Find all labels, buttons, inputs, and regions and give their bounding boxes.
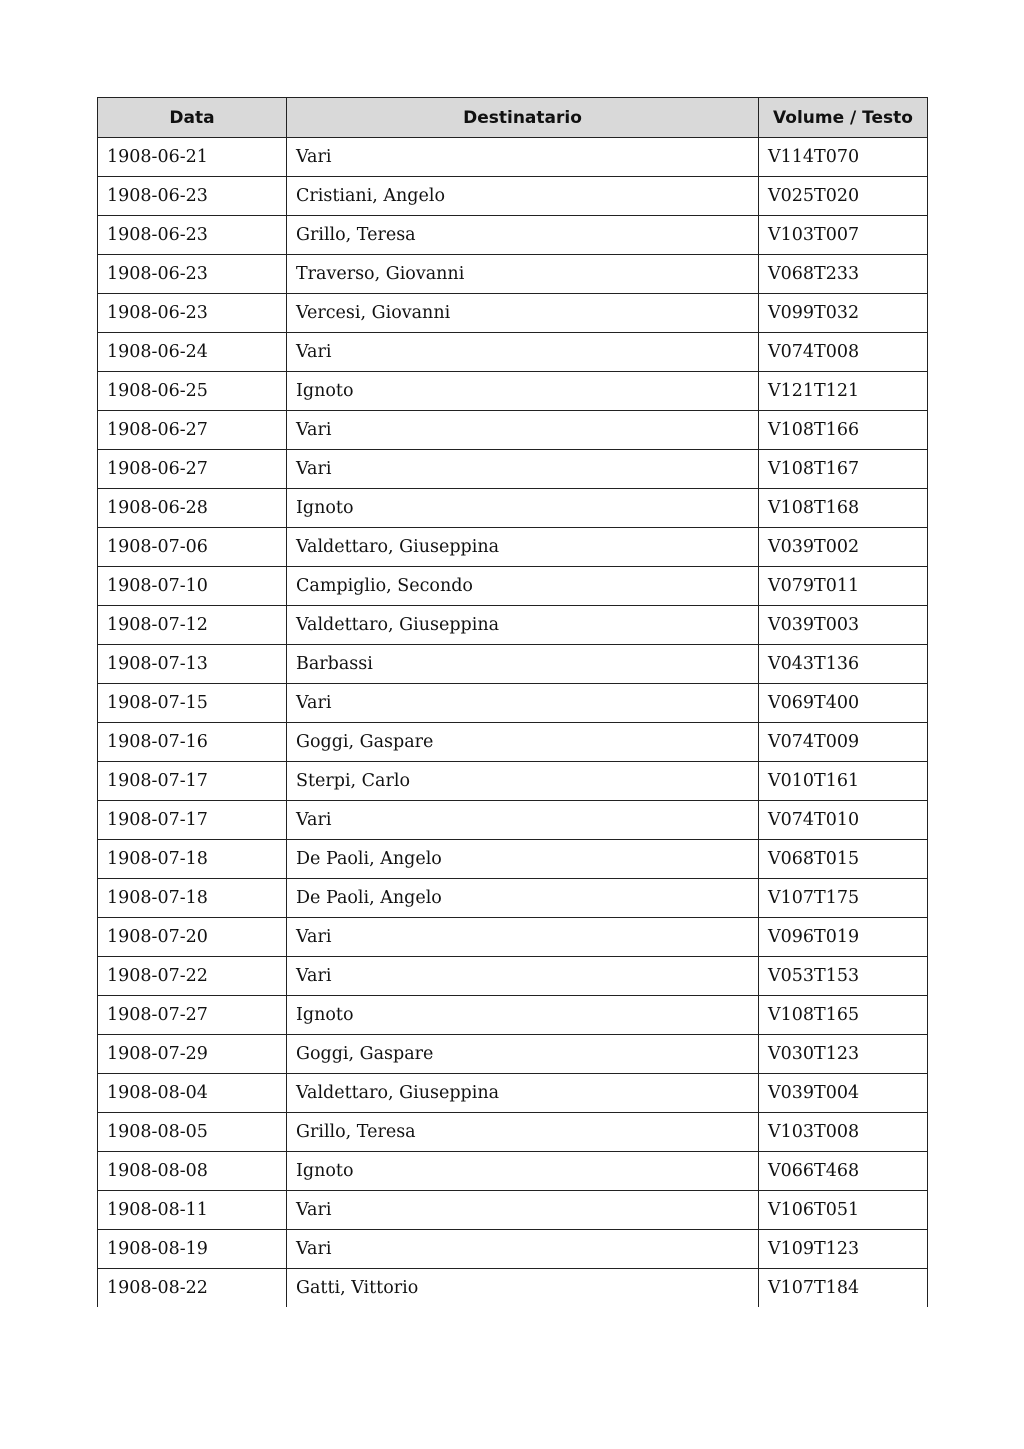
cell-recipient: Vari: [287, 957, 759, 996]
cell-volume: V107T184: [759, 1269, 928, 1308]
table-row: [98, 216, 928, 255]
cell-recipient: Cristiani, Angelo: [287, 177, 759, 216]
cell-date: 1908-07-20: [98, 918, 287, 957]
table-row: [98, 1269, 928, 1308]
cell-volume: V068T015: [759, 840, 928, 879]
cell-recipient: Goggi, Gaspare: [287, 723, 759, 762]
cell-recipient: Vari: [287, 450, 759, 489]
cell-volume: V068T233: [759, 255, 928, 294]
cell-date: 1908-06-23: [98, 216, 287, 255]
cell-date: 1908-06-23: [98, 255, 287, 294]
cell-volume: V107T175: [759, 879, 928, 918]
cell-volume: V030T123: [759, 1035, 928, 1074]
cell-recipient: Goggi, Gaspare: [287, 1035, 759, 1074]
table-row: [98, 723, 928, 762]
cell-date: 1908-06-27: [98, 411, 287, 450]
cell-volume: V079T011: [759, 567, 928, 606]
cell-date: 1908-07-22: [98, 957, 287, 996]
table-row: [98, 606, 928, 645]
cell-recipient: Vari: [287, 1230, 759, 1269]
cell-volume: V039T003: [759, 606, 928, 645]
cell-date: 1908-06-25: [98, 372, 287, 411]
cell-volume: V074T009: [759, 723, 928, 762]
cell-recipient: Vari: [287, 918, 759, 957]
cell-volume: V114T070: [759, 138, 928, 177]
cell-volume: V053T153: [759, 957, 928, 996]
table-row: [98, 762, 928, 801]
cell-recipient: Vari: [287, 1191, 759, 1230]
cell-date: 1908-07-16: [98, 723, 287, 762]
cell-date: 1908-07-06: [98, 528, 287, 567]
cell-recipient: Grillo, Teresa: [287, 1113, 759, 1152]
cell-date: 1908-06-28: [98, 489, 287, 528]
cell-volume: V108T168: [759, 489, 928, 528]
table-row: [98, 411, 928, 450]
cell-recipient: Vari: [287, 684, 759, 723]
cell-date: 1908-06-23: [98, 294, 287, 333]
cell-recipient: Ignoto: [287, 372, 759, 411]
table-row: [98, 957, 928, 996]
cell-volume: V103T007: [759, 216, 928, 255]
cell-date: 1908-06-24: [98, 333, 287, 372]
cell-date: 1908-07-17: [98, 801, 287, 840]
table-row: [98, 1074, 928, 1113]
cell-date: 1908-07-18: [98, 879, 287, 918]
table-row: [98, 177, 928, 216]
table-row: [98, 138, 928, 177]
cell-recipient: Gatti, Vittorio: [287, 1269, 759, 1308]
cell-recipient: Traverso, Giovanni: [287, 255, 759, 294]
table-row: [98, 918, 928, 957]
table-row: [98, 1152, 928, 1191]
cell-volume: V039T004: [759, 1074, 928, 1113]
cell-date: 1908-08-19: [98, 1230, 287, 1269]
column-header-volume: Volume / Testo: [759, 98, 928, 138]
cell-volume: V103T008: [759, 1113, 928, 1152]
table-row: [98, 450, 928, 489]
cell-date: 1908-07-18: [98, 840, 287, 879]
cell-date: 1908-07-10: [98, 567, 287, 606]
cell-date: 1908-07-13: [98, 645, 287, 684]
table-row: [98, 528, 928, 567]
cell-recipient: De Paoli, Angelo: [287, 879, 759, 918]
cell-date: 1908-07-15: [98, 684, 287, 723]
cell-date: 1908-08-08: [98, 1152, 287, 1191]
cell-recipient: Valdettaro, Giuseppina: [287, 528, 759, 567]
cell-date: 1908-08-11: [98, 1191, 287, 1230]
cell-recipient: Ignoto: [287, 1152, 759, 1191]
cell-volume: V108T167: [759, 450, 928, 489]
cell-volume: V074T010: [759, 801, 928, 840]
cell-volume: V096T019: [759, 918, 928, 957]
cell-volume: V099T032: [759, 294, 928, 333]
table-row: [98, 255, 928, 294]
table-row: [98, 1113, 928, 1152]
table-row: [98, 489, 928, 528]
cell-recipient: Ignoto: [287, 996, 759, 1035]
cell-recipient: Vari: [287, 801, 759, 840]
table-row: [98, 996, 928, 1035]
cell-recipient: Sterpi, Carlo: [287, 762, 759, 801]
cell-recipient: Vari: [287, 138, 759, 177]
cell-date: 1908-06-27: [98, 450, 287, 489]
cell-volume: V108T165: [759, 996, 928, 1035]
cell-date: 1908-06-21: [98, 138, 287, 177]
cell-date: 1908-07-27: [98, 996, 287, 1035]
letters-table: [97, 97, 928, 1307]
column-header-recipient: Destinatario: [287, 98, 759, 138]
cell-volume: V010T161: [759, 762, 928, 801]
cell-date: 1908-07-12: [98, 606, 287, 645]
cell-volume: V106T051: [759, 1191, 928, 1230]
table-row: [98, 333, 928, 372]
cell-recipient: Grillo, Teresa: [287, 216, 759, 255]
cell-recipient: Valdettaro, Giuseppina: [287, 606, 759, 645]
column-header-date: Data: [98, 98, 287, 138]
cell-recipient: Barbassi: [287, 645, 759, 684]
cell-recipient: Vari: [287, 411, 759, 450]
table-header: [98, 98, 928, 138]
cell-recipient: Vercesi, Giovanni: [287, 294, 759, 333]
cell-volume: V108T166: [759, 411, 928, 450]
table-row: [98, 684, 928, 723]
table-body: [98, 138, 928, 1308]
cell-recipient: Campiglio, Secondo: [287, 567, 759, 606]
cell-recipient: Vari: [287, 333, 759, 372]
cell-volume: V066T468: [759, 1152, 928, 1191]
table-row: [98, 879, 928, 918]
table-row: [98, 1230, 928, 1269]
table-row: [98, 372, 928, 411]
table-row: [98, 567, 928, 606]
cell-date: 1908-06-23: [98, 177, 287, 216]
cell-date: 1908-08-22: [98, 1269, 287, 1308]
table-row: [98, 840, 928, 879]
cell-volume: V069T400: [759, 684, 928, 723]
cell-volume: V043T136: [759, 645, 928, 684]
cell-date: 1908-07-17: [98, 762, 287, 801]
table-row: [98, 294, 928, 333]
cell-recipient: Ignoto: [287, 489, 759, 528]
table-row: [98, 1191, 928, 1230]
cell-volume: V121T121: [759, 372, 928, 411]
table-row: [98, 801, 928, 840]
header-row: [98, 98, 928, 138]
cell-date: 1908-07-29: [98, 1035, 287, 1074]
table-row: [98, 645, 928, 684]
cell-date: 1908-08-04: [98, 1074, 287, 1113]
cell-volume: V025T020: [759, 177, 928, 216]
cell-volume: V074T008: [759, 333, 928, 372]
cell-volume: V109T123: [759, 1230, 928, 1269]
cell-volume: V039T002: [759, 528, 928, 567]
cell-date: 1908-08-05: [98, 1113, 287, 1152]
table-row: [98, 1035, 928, 1074]
cell-recipient: Valdettaro, Giuseppina: [287, 1074, 759, 1113]
cell-recipient: De Paoli, Angelo: [287, 840, 759, 879]
